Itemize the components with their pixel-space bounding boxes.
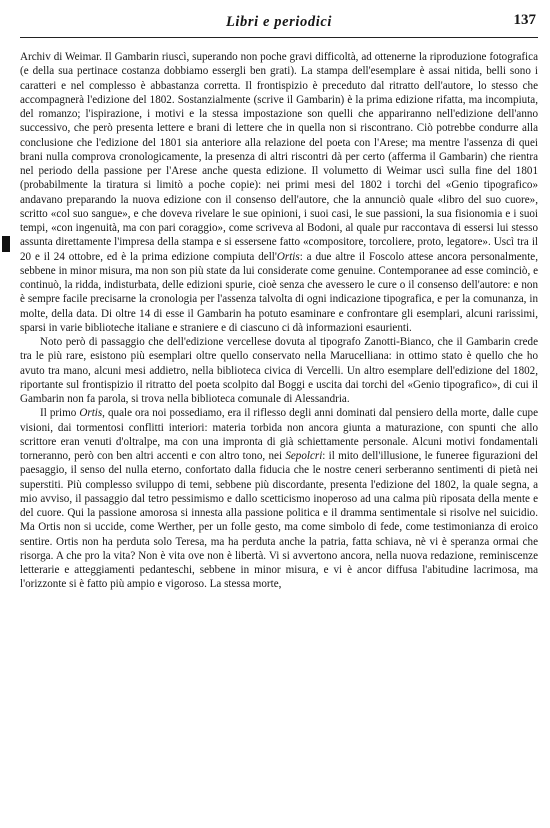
paragraph: [20, 406, 538, 591]
body-text: [20, 50, 538, 592]
header-rule: [20, 37, 538, 38]
text-run: Noto però di passaggio che dell'edizione vercellese dovuta al tipografo Zanotti-Bianco, che il Gambarin crede tra le più rare, esistono più esemplari oltre quello conservato nella Marucelliana: in ottimo stato è quello che ho avuto tra mano, alcuni mesi addietro, nella biblioteca civica di Vercelli. Un altro esemplare dell'edizione del 1802, riportante sul frontispizio il ritratto del poeta scolpito dal Boggi e uscita dai torchi del «Genio tipografico», di cui il Gambarin non fa parola, si trova nella biblioteca comunale di Alessandria.: [20, 336, 538, 405]
page-number: 137: [513, 12, 536, 28]
text-run: : a due altre il Foscolo attese ancora personalmente, sebbene in minor misura, ma non son più state da lui considerate come genuine. Contemporanee ad esse cominciò, e continuò, la ridda, indisturbata, delle edizioni spurie, cioè senza che avessero le cure o il consenso dell'autore: e non è sempre facile precisarne la cronologia per l'assenza talvolta di ogni indicazione tipografica, e per la comunanza, in molte, della data. Di oltre 14 di esse il Gambarin ha potuto esaminare e confrontare gli esemplari, alcuni rarissimi, sparsi in varie biblioteche italiane e straniere e di ciascuno ci dà informazioni esaurienti.: [20, 250, 538, 334]
text-run: Il primo: [40, 407, 80, 420]
paragraph: [20, 50, 538, 335]
italic-title: Ortis: [79, 407, 103, 420]
text-run: , quale ora noi possediamo, era il riflesso degli anni dominati dal pensiero della morte, dalle cupe visioni, dai tormentosi conflitti interiori: materia torbida non ancora giunta a maturazione, con spunti che allo scrittore eran venuti d'oltralpe, ma con una impronta di già schiettamente personale. Alcuni motivi fondamentali torneranno, però con ben altri accenti e con altro tono, nei: [20, 407, 538, 462]
margin-mark-icon: [2, 236, 10, 252]
text-run: Archiv di Weimar. Il Gambarin riuscì, superando non poche gravi difficoltà, ad ottenerne la riproduzione fotografica (e della sua pertinace costanza dobbiamo essergli ben grati). La stampa dell'esemplare è assai nitida, belli sono i caratteri e nel complesso è abbastanza corretta. Il frontispizio è preceduto dal ritratto dell'autore, lo stesso che accompagnerà l'edizione del 1802. Sostanzialmente (scrive il Gambarin) è la prima edizione rifatta, ma incompiuta, del romanzo; l'ispirazione, i motivi e la stessa impostazione son quelli che appariranno nell'edizione dell'anno successivo, che però presenta lettere e brani di lettere che in quella non si riscontrano. Ciò potrebbe condurre alla conclusione che l'edizione del 1801 sia anteriore alla relazione del poeta con l'Arese; ma mentre l'assenza di quei brani nulla comprova cronologicamente, la presenza di altri riscontri dà per certo (afferma il Gambarin) che rientra nel periodo della passione per l'Arese anche questa edizione. Il volumetto di Weimar uscì sulla fine del 1801 (probabilmente la tiratura si limitò a poche copie): nei primi mesi del 1802 i torchi del «Genio tipografico» andavano preparando la nuova edizione con il consenso dell'autore, che la annunciò quale «libro del suo cuore», scritto «col suo sangue», e che doveva rivelare le sue opinioni, i suoi casi, le sue passioni, la sua fisionomia e i suoi tempi, «con ingenuità, ma con pari coraggio», come scriveva al Bodoni, al quale pur raccontava di essersi lui stesso assunta direttamente l'impresa della stampa e si essersene fatto «compositore, torcoliere, proto, legatore». Uscì tra il 20 e il 24 ottobre, ed è la prima edizione compiuta dell': [20, 51, 538, 263]
paragraph: [20, 335, 538, 406]
italic-title: Sepolcri: [285, 450, 323, 462]
italic-title: Ortis: [276, 250, 300, 263]
page-header: [20, 10, 538, 34]
text-run: : il mito dell'illusione, le funeree figurazioni del paesaggio, il senso del nulla eterno, confortato dalla fiducia che le nostre ceneri serberanno sentimenti di pietà nei superstiti. Più complesso sviluppo di temi, sebbene più discordante, presenta l'edizione del 1802, la quale segna, a mio avviso, il passaggio dal tetro pessimismo e dallo scetticismo inoperoso ad una calma più riposata della mente e del cuore. Qui la passione amorosa si innesta alla passione politica e il dramma sentimentale si risolve nel suicidio. Ma Ortis non si uccide, come Werther, per un folle gesto, ma come simbolo di fede, come testimonianza di eroico sentire. Ortis non ha perduta solo Teresa, ma ha perduta anche la patria, fatta schiava, nè vi è speranza ormai che risorga. A che pro la vita? Non è vita ove non è libertà. Vi si avvertono ancora, nella nuova redazione, reminiscenze letterarie e atteggiamenti pedanteschi, sebbene in minor misura, e vi è ancor diffusa l'abitudine lacrimosa, ma l'orizzonte si è fatto più ampio e vigoroso. La stessa morte,: [20, 450, 538, 591]
running-head: Libri e periodici: [225, 14, 333, 30]
